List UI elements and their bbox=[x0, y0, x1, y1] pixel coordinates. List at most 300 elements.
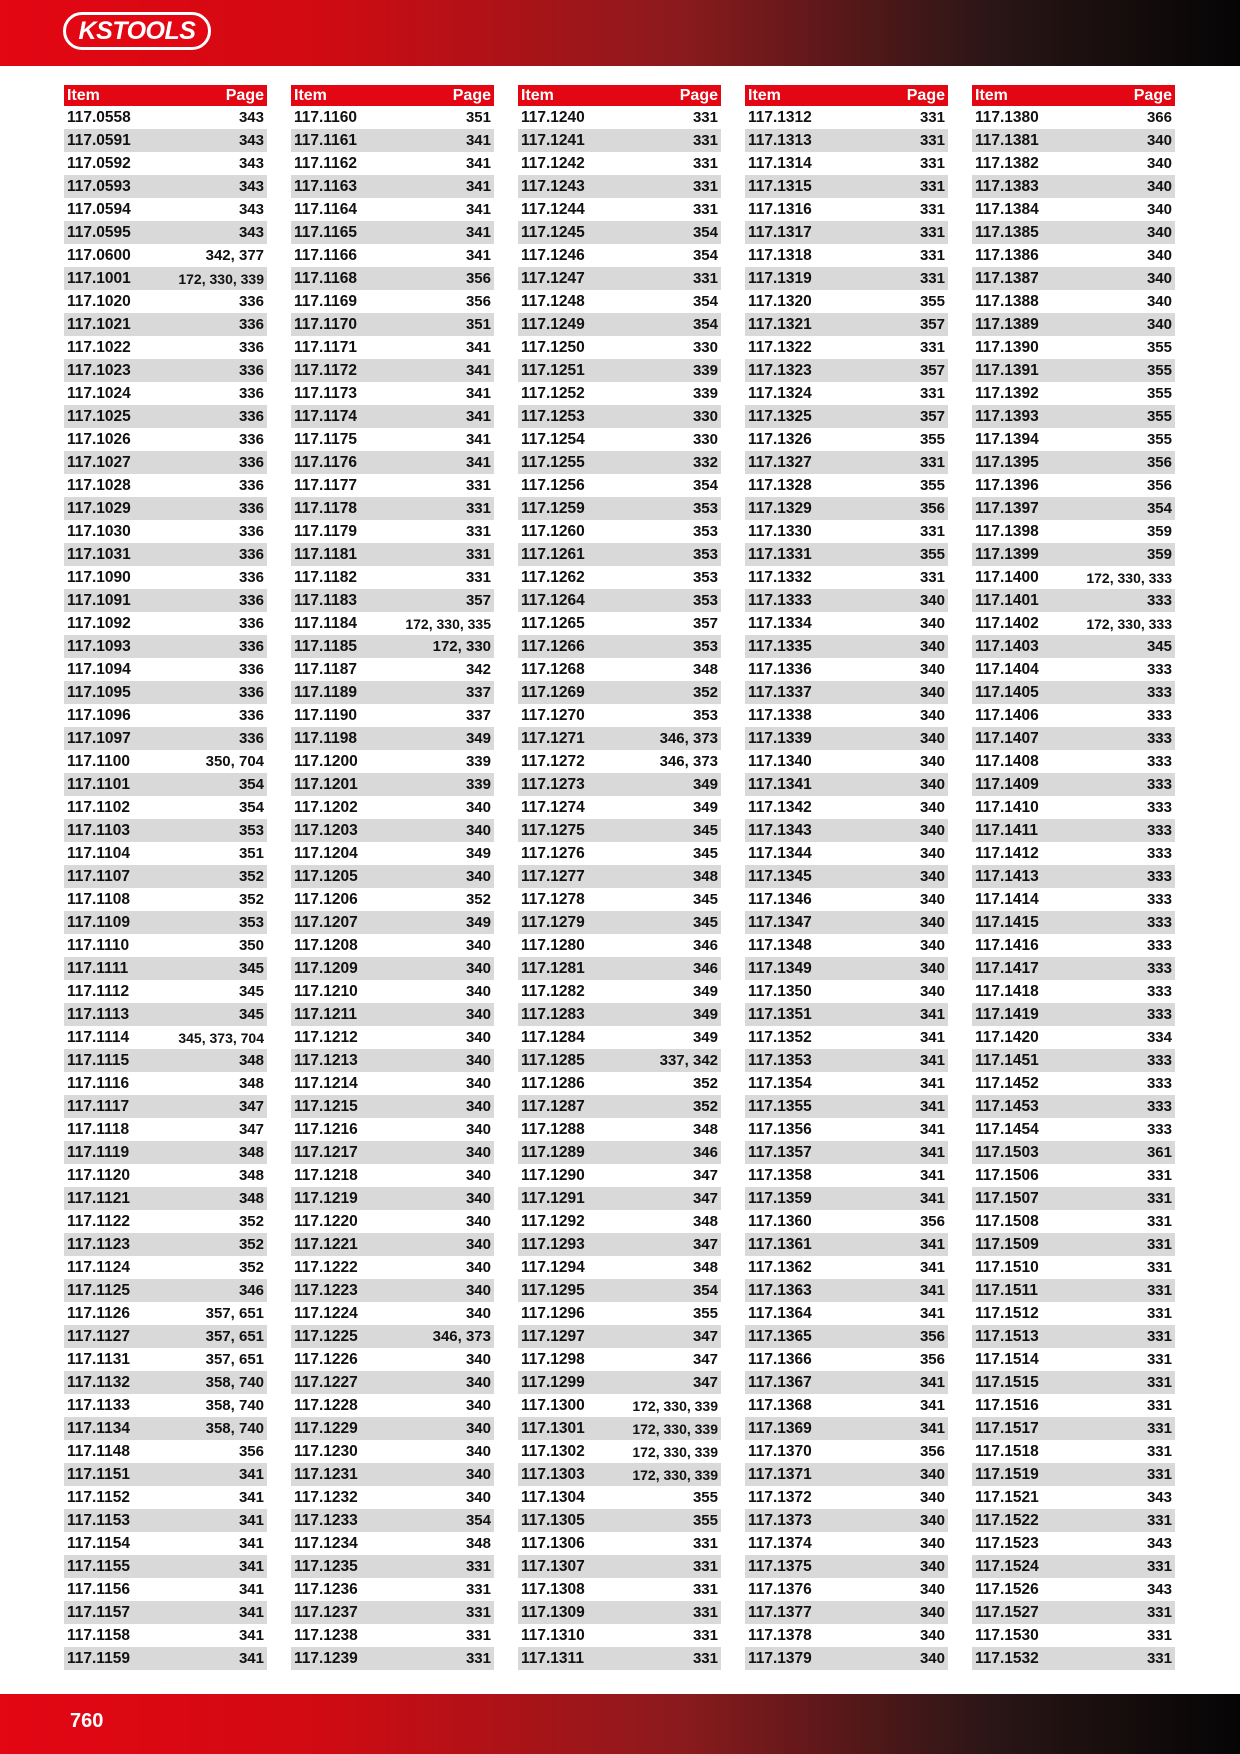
item-number: 117.1222 bbox=[294, 1258, 358, 1276]
item-number: 117.1230 bbox=[294, 1442, 358, 1460]
table-row bbox=[745, 1003, 948, 1026]
item-number: 117.1091 bbox=[67, 591, 131, 609]
table-row bbox=[291, 980, 494, 1003]
header-page-label: Page bbox=[906, 86, 945, 104]
item-number: 117.1023 bbox=[67, 361, 131, 379]
page-reference: 359 bbox=[1146, 546, 1172, 563]
item-number: 117.0558 bbox=[67, 108, 131, 126]
page-reference: 340 bbox=[919, 753, 945, 770]
item-number: 117.1189 bbox=[294, 683, 357, 701]
item-number: 117.1290 bbox=[521, 1166, 585, 1184]
page-reference: 333 bbox=[1146, 1052, 1172, 1069]
table-row bbox=[745, 244, 948, 267]
table-row bbox=[64, 888, 267, 911]
table-row bbox=[745, 957, 948, 980]
item-number: 117.1402 bbox=[975, 614, 1039, 632]
page-reference: 356 bbox=[919, 1443, 945, 1460]
item-number: 117.1406 bbox=[975, 706, 1039, 724]
page-reference: 331 bbox=[692, 1581, 718, 1598]
page-reference: 340 bbox=[919, 914, 945, 931]
page-reference: 366 bbox=[1146, 109, 1172, 126]
table-row bbox=[972, 727, 1175, 750]
page-reference: 343 bbox=[1146, 1535, 1172, 1552]
page-reference: 357 bbox=[465, 592, 491, 609]
item-number: 117.1299 bbox=[521, 1373, 585, 1391]
item-number: 117.1245 bbox=[521, 223, 585, 241]
page-reference: 348 bbox=[692, 1259, 718, 1276]
table-row bbox=[291, 1555, 494, 1578]
item-number: 117.1311 bbox=[521, 1649, 584, 1667]
item-number: 117.1306 bbox=[521, 1534, 585, 1552]
table-row bbox=[972, 1532, 1175, 1555]
item-number: 117.1185 bbox=[294, 637, 357, 655]
item-number: 117.1510 bbox=[975, 1258, 1039, 1276]
page-reference: 348 bbox=[692, 868, 718, 885]
table-row bbox=[745, 612, 948, 635]
item-number: 117.1272 bbox=[521, 752, 585, 770]
item-number: 117.1357 bbox=[748, 1143, 812, 1161]
table-row bbox=[745, 221, 948, 244]
table-row bbox=[745, 1095, 948, 1118]
item-number: 117.1388 bbox=[975, 292, 1039, 310]
page-reference: 356 bbox=[465, 293, 491, 310]
page-reference: 355 bbox=[919, 546, 945, 563]
table-row bbox=[745, 819, 948, 842]
page-reference: 347 bbox=[692, 1374, 718, 1391]
page-reference: 331 bbox=[692, 270, 718, 287]
table-row bbox=[291, 1440, 494, 1463]
table-row bbox=[745, 1072, 948, 1095]
table-row bbox=[291, 474, 494, 497]
item-number: 117.1259 bbox=[521, 499, 585, 517]
page-reference: 341 bbox=[465, 224, 491, 241]
page-reference: 332 bbox=[692, 454, 718, 471]
page-reference: 331 bbox=[1146, 1351, 1172, 1368]
table-row bbox=[745, 1164, 948, 1187]
table-row bbox=[291, 957, 494, 980]
table-row bbox=[972, 1095, 1175, 1118]
page-reference: 356 bbox=[238, 1443, 264, 1460]
item-number: 117.1177 bbox=[294, 476, 357, 494]
page-reference: 331 bbox=[1146, 1558, 1172, 1575]
item-number: 117.1405 bbox=[975, 683, 1039, 701]
page-reference: 349 bbox=[465, 730, 491, 747]
item-number: 117.1331 bbox=[748, 545, 812, 563]
page-reference: 336 bbox=[238, 293, 264, 310]
page-reference: 331 bbox=[919, 109, 945, 126]
page-reference: 341 bbox=[919, 1374, 945, 1391]
header-page-label: Page bbox=[452, 86, 491, 104]
table-row bbox=[972, 520, 1175, 543]
table-row bbox=[518, 1187, 721, 1210]
item-number: 117.1228 bbox=[294, 1396, 358, 1414]
page-reference: 353 bbox=[238, 914, 264, 931]
index-column-5 bbox=[972, 85, 1175, 1670]
item-number: 117.1133 bbox=[67, 1396, 130, 1414]
table-row bbox=[64, 1601, 267, 1624]
table-row bbox=[64, 175, 267, 198]
page-reference: 352 bbox=[692, 1098, 718, 1115]
item-number: 117.1264 bbox=[521, 591, 585, 609]
item-number: 117.1220 bbox=[294, 1212, 358, 1230]
table-row bbox=[745, 980, 948, 1003]
page-reference: 352 bbox=[692, 1075, 718, 1092]
page-reference: 336 bbox=[238, 362, 264, 379]
page-reference: 339 bbox=[465, 753, 491, 770]
page-reference: 339 bbox=[692, 385, 718, 402]
item-number: 117.1503 bbox=[975, 1143, 1039, 1161]
table-row bbox=[291, 681, 494, 704]
page-reference: 333 bbox=[1146, 1098, 1172, 1115]
item-number: 117.1513 bbox=[975, 1327, 1039, 1345]
item-number: 117.1396 bbox=[975, 476, 1039, 494]
header-item-label: Item bbox=[748, 86, 781, 104]
page-reference: 354 bbox=[692, 224, 718, 241]
table-row bbox=[972, 198, 1175, 221]
item-number: 117.1170 bbox=[294, 315, 357, 333]
item-number: 117.1234 bbox=[294, 1534, 358, 1552]
table-row bbox=[291, 1601, 494, 1624]
table-row bbox=[518, 497, 721, 520]
table-row bbox=[291, 796, 494, 819]
item-number: 117.1313 bbox=[748, 131, 812, 149]
page-reference: 331 bbox=[692, 178, 718, 195]
page-reference: 172, 330, 339 bbox=[632, 1420, 718, 1437]
table-row bbox=[64, 842, 267, 865]
item-number: 117.1187 bbox=[294, 660, 357, 678]
page-reference: 357, 651 bbox=[205, 1351, 264, 1368]
table-row bbox=[745, 175, 948, 198]
page-reference: 341 bbox=[919, 1190, 945, 1207]
table-row bbox=[972, 1072, 1175, 1095]
table-row bbox=[745, 1532, 948, 1555]
table-row bbox=[745, 1647, 948, 1670]
table-row bbox=[972, 497, 1175, 520]
item-number: 117.1519 bbox=[975, 1465, 1039, 1483]
table-row bbox=[291, 773, 494, 796]
table-row bbox=[745, 1026, 948, 1049]
page-reference: 336 bbox=[238, 592, 264, 609]
item-number: 117.1121 bbox=[67, 1189, 130, 1207]
table-row bbox=[745, 681, 948, 704]
page-reference: 355 bbox=[919, 293, 945, 310]
table-row bbox=[291, 175, 494, 198]
page-reference: 331 bbox=[1146, 1397, 1172, 1414]
table-row bbox=[518, 1233, 721, 1256]
page-reference: 340 bbox=[919, 707, 945, 724]
page-reference: 357 bbox=[919, 316, 945, 333]
page-reference: 333 bbox=[1146, 776, 1172, 793]
page-reference: 172, 330, 339 bbox=[632, 1466, 718, 1483]
item-number: 117.1318 bbox=[748, 246, 812, 264]
page-reference: 348 bbox=[465, 1535, 491, 1552]
item-number: 117.1289 bbox=[521, 1143, 585, 1161]
table-row bbox=[64, 1072, 267, 1095]
item-number: 117.1378 bbox=[748, 1626, 812, 1644]
item-number: 117.1334 bbox=[748, 614, 812, 632]
item-number: 117.1370 bbox=[748, 1442, 812, 1460]
page-reference: 336 bbox=[238, 661, 264, 678]
table-row bbox=[972, 1624, 1175, 1647]
item-number: 117.1153 bbox=[67, 1511, 130, 1529]
item-number: 117.1117 bbox=[67, 1097, 130, 1115]
table-row bbox=[518, 290, 721, 313]
table-row bbox=[745, 1049, 948, 1072]
table-row bbox=[745, 934, 948, 957]
page-reference: 340 bbox=[1146, 224, 1172, 241]
table-row bbox=[745, 704, 948, 727]
page-reference: 331 bbox=[692, 1604, 718, 1621]
page-reference: 336 bbox=[238, 615, 264, 632]
item-number: 117.1341 bbox=[748, 775, 812, 793]
table-row bbox=[64, 1325, 267, 1348]
table-row bbox=[64, 957, 267, 980]
page-reference: 347 bbox=[692, 1328, 718, 1345]
item-number: 117.1111 bbox=[67, 959, 129, 977]
table-row bbox=[745, 1578, 948, 1601]
item-number: 117.0600 bbox=[67, 246, 131, 264]
item-number: 117.1317 bbox=[748, 223, 812, 241]
item-number: 117.1112 bbox=[67, 982, 130, 1000]
page-reference: 340 bbox=[465, 799, 491, 816]
item-number: 117.1512 bbox=[975, 1304, 1039, 1322]
page-reference: 340 bbox=[919, 868, 945, 885]
table-row bbox=[745, 658, 948, 681]
item-number: 117.1506 bbox=[975, 1166, 1039, 1184]
table-row bbox=[518, 428, 721, 451]
table-row bbox=[972, 1325, 1175, 1348]
item-number: 117.1412 bbox=[975, 844, 1039, 862]
item-number: 117.1407 bbox=[975, 729, 1039, 747]
table-row bbox=[291, 1325, 494, 1348]
item-number: 117.1158 bbox=[67, 1626, 130, 1644]
item-number: 117.1270 bbox=[521, 706, 585, 724]
table-row bbox=[745, 359, 948, 382]
page-reference: 341 bbox=[465, 339, 491, 356]
item-number: 117.1507 bbox=[975, 1189, 1039, 1207]
table-row bbox=[64, 1210, 267, 1233]
table-row bbox=[291, 221, 494, 244]
page-reference: 340 bbox=[465, 1144, 491, 1161]
table-row bbox=[518, 1440, 721, 1463]
item-number: 117.1203 bbox=[294, 821, 358, 839]
item-number: 117.1355 bbox=[748, 1097, 812, 1115]
item-number: 117.1344 bbox=[748, 844, 812, 862]
page-reference: 361 bbox=[1146, 1144, 1172, 1161]
index-column-3 bbox=[518, 85, 721, 1670]
table-row bbox=[745, 796, 948, 819]
page-reference: 354 bbox=[238, 799, 264, 816]
page-reference: 340 bbox=[465, 1213, 491, 1230]
item-number: 117.1522 bbox=[975, 1511, 1039, 1529]
table-row bbox=[518, 543, 721, 566]
page-reference: 340 bbox=[919, 1512, 945, 1529]
table-row bbox=[745, 1302, 948, 1325]
page-reference: 341 bbox=[465, 362, 491, 379]
item-number: 117.1241 bbox=[521, 131, 585, 149]
table-row bbox=[972, 658, 1175, 681]
table-row bbox=[972, 290, 1175, 313]
page-reference: 340 bbox=[465, 1121, 491, 1138]
page-reference: 355 bbox=[692, 1305, 718, 1322]
item-number: 117.1323 bbox=[748, 361, 812, 379]
page-reference: 356 bbox=[1146, 477, 1172, 494]
item-number: 117.1266 bbox=[521, 637, 585, 655]
table-row bbox=[518, 1624, 721, 1647]
item-number: 117.1360 bbox=[748, 1212, 812, 1230]
page-reference: 351 bbox=[465, 109, 491, 126]
table-row bbox=[745, 842, 948, 865]
table-row bbox=[64, 1187, 267, 1210]
table-row bbox=[518, 1164, 721, 1187]
table-row bbox=[64, 359, 267, 382]
item-number: 117.1403 bbox=[975, 637, 1039, 655]
page-reference: 331 bbox=[1146, 1190, 1172, 1207]
item-number: 117.1336 bbox=[748, 660, 812, 678]
page-reference: 336 bbox=[238, 500, 264, 517]
table-row bbox=[518, 336, 721, 359]
page-reference: 343 bbox=[238, 155, 264, 172]
table-row bbox=[972, 704, 1175, 727]
item-number: 117.1366 bbox=[748, 1350, 812, 1368]
table-row bbox=[64, 129, 267, 152]
item-number: 117.1391 bbox=[975, 361, 1039, 379]
table-row bbox=[291, 1233, 494, 1256]
table-row bbox=[972, 589, 1175, 612]
page-reference: 341 bbox=[919, 1259, 945, 1276]
page-reference: 340 bbox=[465, 937, 491, 954]
item-number: 117.1156 bbox=[67, 1580, 130, 1598]
footer-bar bbox=[0, 1694, 1240, 1754]
table-row bbox=[972, 451, 1175, 474]
table-row bbox=[291, 1072, 494, 1095]
item-number: 117.1413 bbox=[975, 867, 1039, 885]
item-number: 117.1125 bbox=[67, 1281, 130, 1299]
item-number: 117.1168 bbox=[294, 269, 357, 287]
item-number: 117.1353 bbox=[748, 1051, 812, 1069]
page-reference: 341 bbox=[238, 1581, 264, 1598]
table-row bbox=[745, 727, 948, 750]
page-reference: 340 bbox=[919, 799, 945, 816]
page-reference: 172, 330, 339 bbox=[632, 1443, 718, 1460]
page-reference: 331 bbox=[465, 477, 491, 494]
page-reference: 172, 330, 335 bbox=[405, 615, 491, 632]
table-row bbox=[291, 1578, 494, 1601]
item-number: 117.1134 bbox=[67, 1419, 130, 1437]
item-number: 117.1223 bbox=[294, 1281, 358, 1299]
page-reference: 333 bbox=[1146, 707, 1172, 724]
column-header bbox=[972, 85, 1175, 106]
table-row bbox=[972, 796, 1175, 819]
table-row bbox=[518, 658, 721, 681]
table-row bbox=[972, 566, 1175, 589]
page-reference: 340 bbox=[1146, 178, 1172, 195]
item-number: 117.1154 bbox=[67, 1534, 130, 1552]
table-row bbox=[64, 934, 267, 957]
table-row bbox=[518, 1141, 721, 1164]
page-reference: 341 bbox=[465, 247, 491, 264]
table-row bbox=[64, 1394, 267, 1417]
table-row bbox=[972, 267, 1175, 290]
item-number: 117.1256 bbox=[521, 476, 585, 494]
item-number: 117.1120 bbox=[67, 1166, 130, 1184]
page-reference: 341 bbox=[238, 1466, 264, 1483]
item-number: 117.1252 bbox=[521, 384, 585, 402]
table-row bbox=[972, 1647, 1175, 1670]
table-row bbox=[972, 1463, 1175, 1486]
page-reference: 331 bbox=[692, 201, 718, 218]
item-number: 117.1399 bbox=[975, 545, 1039, 563]
page-reference: 346 bbox=[692, 960, 718, 977]
page-reference: 331 bbox=[1146, 1328, 1172, 1345]
item-number: 117.1184 bbox=[294, 614, 357, 632]
table-row bbox=[291, 635, 494, 658]
item-number: 117.1022 bbox=[67, 338, 131, 356]
page-reference: 331 bbox=[1146, 1236, 1172, 1253]
page-reference: 352 bbox=[238, 891, 264, 908]
page-reference: 349 bbox=[692, 799, 718, 816]
item-number: 117.1377 bbox=[748, 1603, 812, 1621]
table-row bbox=[64, 474, 267, 497]
table-row bbox=[518, 1371, 721, 1394]
item-number: 117.1118 bbox=[67, 1120, 130, 1138]
table-row bbox=[518, 1555, 721, 1578]
page-reference: 331 bbox=[1146, 1213, 1172, 1230]
item-number: 117.1359 bbox=[748, 1189, 812, 1207]
table-row bbox=[291, 819, 494, 842]
item-number: 117.1157 bbox=[67, 1603, 130, 1621]
page-reference: 330 bbox=[692, 339, 718, 356]
index-column-2 bbox=[291, 85, 494, 1670]
table-row bbox=[972, 1348, 1175, 1371]
page-reference: 352 bbox=[692, 684, 718, 701]
page-reference: 340 bbox=[465, 1075, 491, 1092]
header-item-label: Item bbox=[67, 86, 100, 104]
page-reference: 331 bbox=[1146, 1650, 1172, 1667]
item-number: 117.1243 bbox=[521, 177, 585, 195]
page-reference: 339 bbox=[692, 362, 718, 379]
item-number: 117.1335 bbox=[748, 637, 812, 655]
table-row bbox=[291, 1256, 494, 1279]
table-row bbox=[64, 313, 267, 336]
page-reference: 355 bbox=[692, 1512, 718, 1529]
item-number: 117.1262 bbox=[521, 568, 585, 586]
page-reference: 341 bbox=[465, 132, 491, 149]
table-row bbox=[291, 1164, 494, 1187]
page-reference: 172, 330, 333 bbox=[1086, 615, 1172, 632]
table-row bbox=[64, 1463, 267, 1486]
page-reference: 340 bbox=[465, 1052, 491, 1069]
page-reference: 331 bbox=[1146, 1604, 1172, 1621]
page-reference: 331 bbox=[692, 1650, 718, 1667]
page-reference: 336 bbox=[238, 730, 264, 747]
table-row bbox=[745, 1440, 948, 1463]
item-number: 117.1409 bbox=[975, 775, 1039, 793]
page-reference: 337 bbox=[465, 707, 491, 724]
page-reference: 342, 377 bbox=[205, 247, 264, 264]
item-number: 117.1114 bbox=[67, 1028, 130, 1046]
page-reference: 331 bbox=[919, 385, 945, 402]
item-number: 117.1165 bbox=[294, 223, 357, 241]
page-reference: 340 bbox=[919, 730, 945, 747]
table-row bbox=[745, 451, 948, 474]
page-reference: 331 bbox=[465, 569, 491, 586]
item-number: 117.1206 bbox=[294, 890, 358, 908]
item-number: 117.1350 bbox=[748, 982, 812, 1000]
page-reference: 347 bbox=[692, 1167, 718, 1184]
brand-logo bbox=[63, 12, 211, 50]
page-reference: 341 bbox=[919, 1098, 945, 1115]
